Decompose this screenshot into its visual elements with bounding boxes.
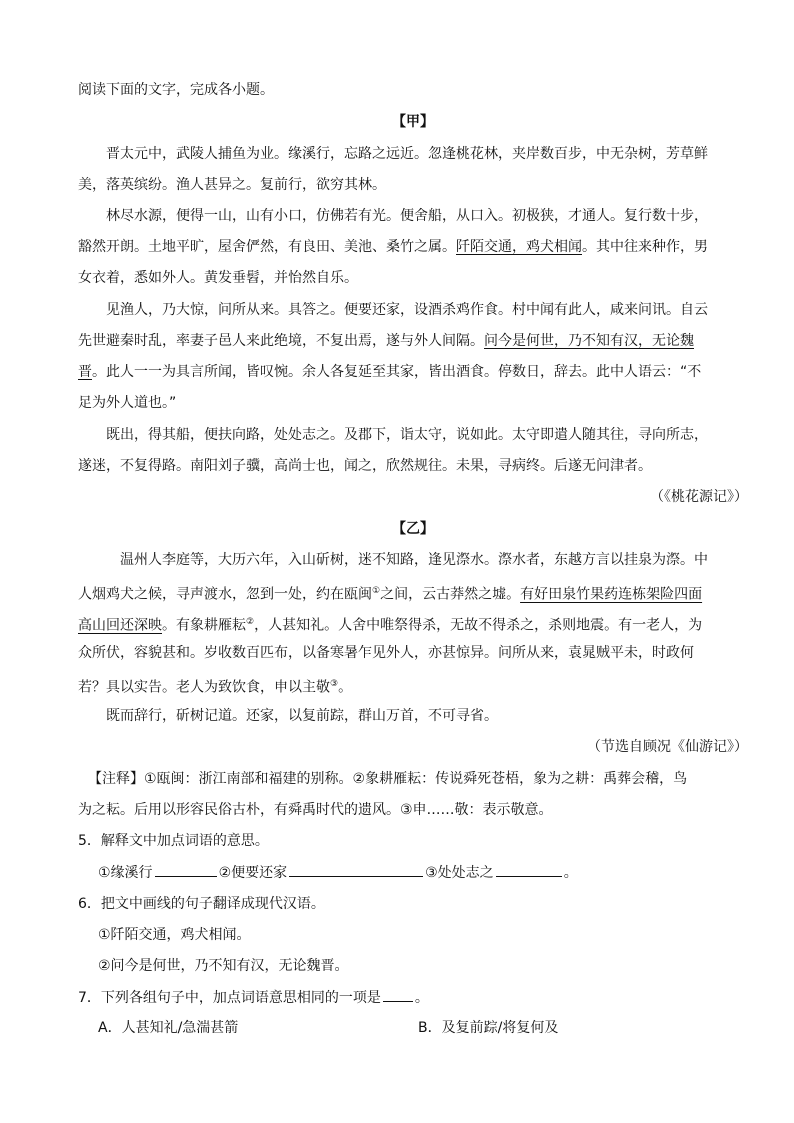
passage-jia-heading: 【甲】 — [392, 114, 434, 130]
question-stem — [78, 987, 429, 1008]
passage-line: 温州人李庭等，大历六年，入山斫树，迷不知路，逢见漈水。漈水者，东越方言以挂泉为漈。中 — [120, 552, 708, 568]
underlined-sentence: 晋 — [78, 364, 92, 380]
footnote-marker: ① — [372, 586, 381, 596]
question-answer-line — [98, 862, 578, 883]
text-run: 。有象耕雁耘 — [162, 617, 246, 634]
underlined-sentence: 有好田泉竹果药连栋架险四面 — [520, 586, 703, 603]
text-run: 。其中往来种作，男 — [582, 239, 708, 255]
option-a[interactable]: A．人甚知礼/急湍甚箭 — [98, 1020, 239, 1036]
option-b[interactable]: B．及复前踪/将复何及 — [418, 1020, 559, 1036]
intro-instruction: 阅读下面的文字，完成各小题。 — [78, 82, 274, 98]
footnote-marker: ② — [246, 617, 255, 627]
passage-line — [78, 674, 352, 698]
passage-line — [78, 362, 701, 382]
answer-blank[interactable] — [496, 862, 562, 877]
text-run: 。 — [338, 679, 353, 696]
passage-line — [78, 581, 702, 605]
passage-line: 众所伏，容貌甚和。岁收数百匹布，以备寒暑乍见外人，亦甚惊异。问所从来，袁晁贼平未，时政何 — [78, 645, 694, 661]
item-label: ③处处志之 — [425, 865, 494, 881]
question-item: ②问今是何世，乃不知有汉，无论魏晋。 — [98, 958, 349, 974]
text-run: 。 — [563, 865, 578, 881]
passage-line: 林尽水源，便得一山，山有小口，仿佛若有光。便舍船，从口入。初极狭，才通人。复行数十步， — [106, 208, 708, 224]
passage-yi-source: （节选自顾况《仙游记》） — [587, 739, 748, 755]
passage-yi-heading: 【乙】 — [392, 521, 434, 537]
text-run: 7．下列各组句子中，加点词语意思相同的一项是 — [78, 990, 381, 1006]
passage-line: 晋太元中，武陵人捕鱼为业。缘溪行，忘路之远近。忽逢桃花林，夹岸数百步，中无杂树，芳草鲜 — [106, 146, 708, 162]
passage-line — [78, 612, 702, 636]
text-run: 。 — [414, 990, 429, 1006]
passage-line: 女衣着，悉如外人。黄发垂髫，并怡然自乐。 — [78, 270, 358, 286]
passage-line — [78, 237, 708, 257]
text-run: 之间，云古莽然之墟。 — [380, 586, 521, 603]
passage-line: 美，落英缤纷。渔人甚异之。复前行，欲穷其林。 — [78, 177, 386, 193]
item-label: ①缘溪行 — [98, 865, 153, 881]
passage-line: 足为外人道也。” — [78, 395, 177, 411]
passage-line: 遂迷，不复得路。南阳刘子骥，高尚士也，闻之，欣然规往。未果，寻病终。后遂无问津者。 — [78, 458, 652, 474]
underlined-sentence: 问今是何世，乃不知有汉，无论魏 — [484, 333, 694, 349]
text-run: 人烟鸡犬之候，寻声渡水，忽到一处，约在瓯闽 — [78, 586, 372, 603]
question-stem: 6．把文中画线的句子翻译成现代汉语。 — [78, 896, 325, 912]
passage-jia-source: （《桃花源记》） — [650, 489, 748, 505]
answer-blank[interactable] — [289, 862, 423, 877]
question-item: ①阡陌交通，鸡犬相闻。 — [98, 927, 251, 943]
text-run: 若？具以实告。老人为致饮食，申以主敬 — [78, 679, 330, 696]
underlined-sentence: 高山回还深映 — [78, 617, 162, 634]
footnote-marker: ③ — [330, 679, 339, 689]
text-run: 豁然开朗。土地平旷，屋舍俨然，有良田、美池、桑竹之属。 — [78, 239, 456, 255]
passage-line: 既出，得其船，便扶向路，处处志之。及郡下，诣太守，说如此。太守即遣人随其往，寻向所志， — [106, 427, 708, 443]
passage-line: 见渔人，乃大惊，问所从来。具答之。便要还家，设酒杀鸡作食。村中闻有此人，咸来问讯。自云 — [106, 302, 708, 318]
item-label: ②便要还家 — [218, 865, 288, 881]
answer-blank[interactable] — [155, 862, 217, 877]
text-run: ，人甚知礼。人舍中唯祭得杀，无故不得杀之，杀则地震。有一老人，为 — [254, 617, 703, 634]
answer-blank[interactable] — [383, 987, 413, 1002]
passage-line: 既而辞行，斫树记道。还家，以复前踪，群山万首，不可寻省。 — [106, 708, 498, 724]
note-line: 为之耘。后用以形容民俗古朴，有舜禹时代的遗风。③申……敬：表示敬意。 — [78, 802, 553, 818]
passage-line — [78, 331, 694, 351]
question-stem: 5．解释文中加点词语的意思。 — [78, 833, 269, 849]
text-run: 。此人一一为具言所闻，皆叹惋。余人各复延至其家，皆出酒食。停数日，辞去。此中人语云：“不 — [92, 364, 702, 380]
text-run: 先世避秦时乱，率妻子邑人来此绝境，不复出焉，遂与外人间隔。 — [78, 333, 484, 349]
underlined-sentence: 阡陌交通，鸡犬相闻 — [456, 239, 582, 255]
note-line: 【注释】①瓯闽：浙江南部和福建的别称。②象耕雁耘：传说舜死苍梧，象为之耕：禹葬会稽，鸟 — [88, 771, 688, 787]
